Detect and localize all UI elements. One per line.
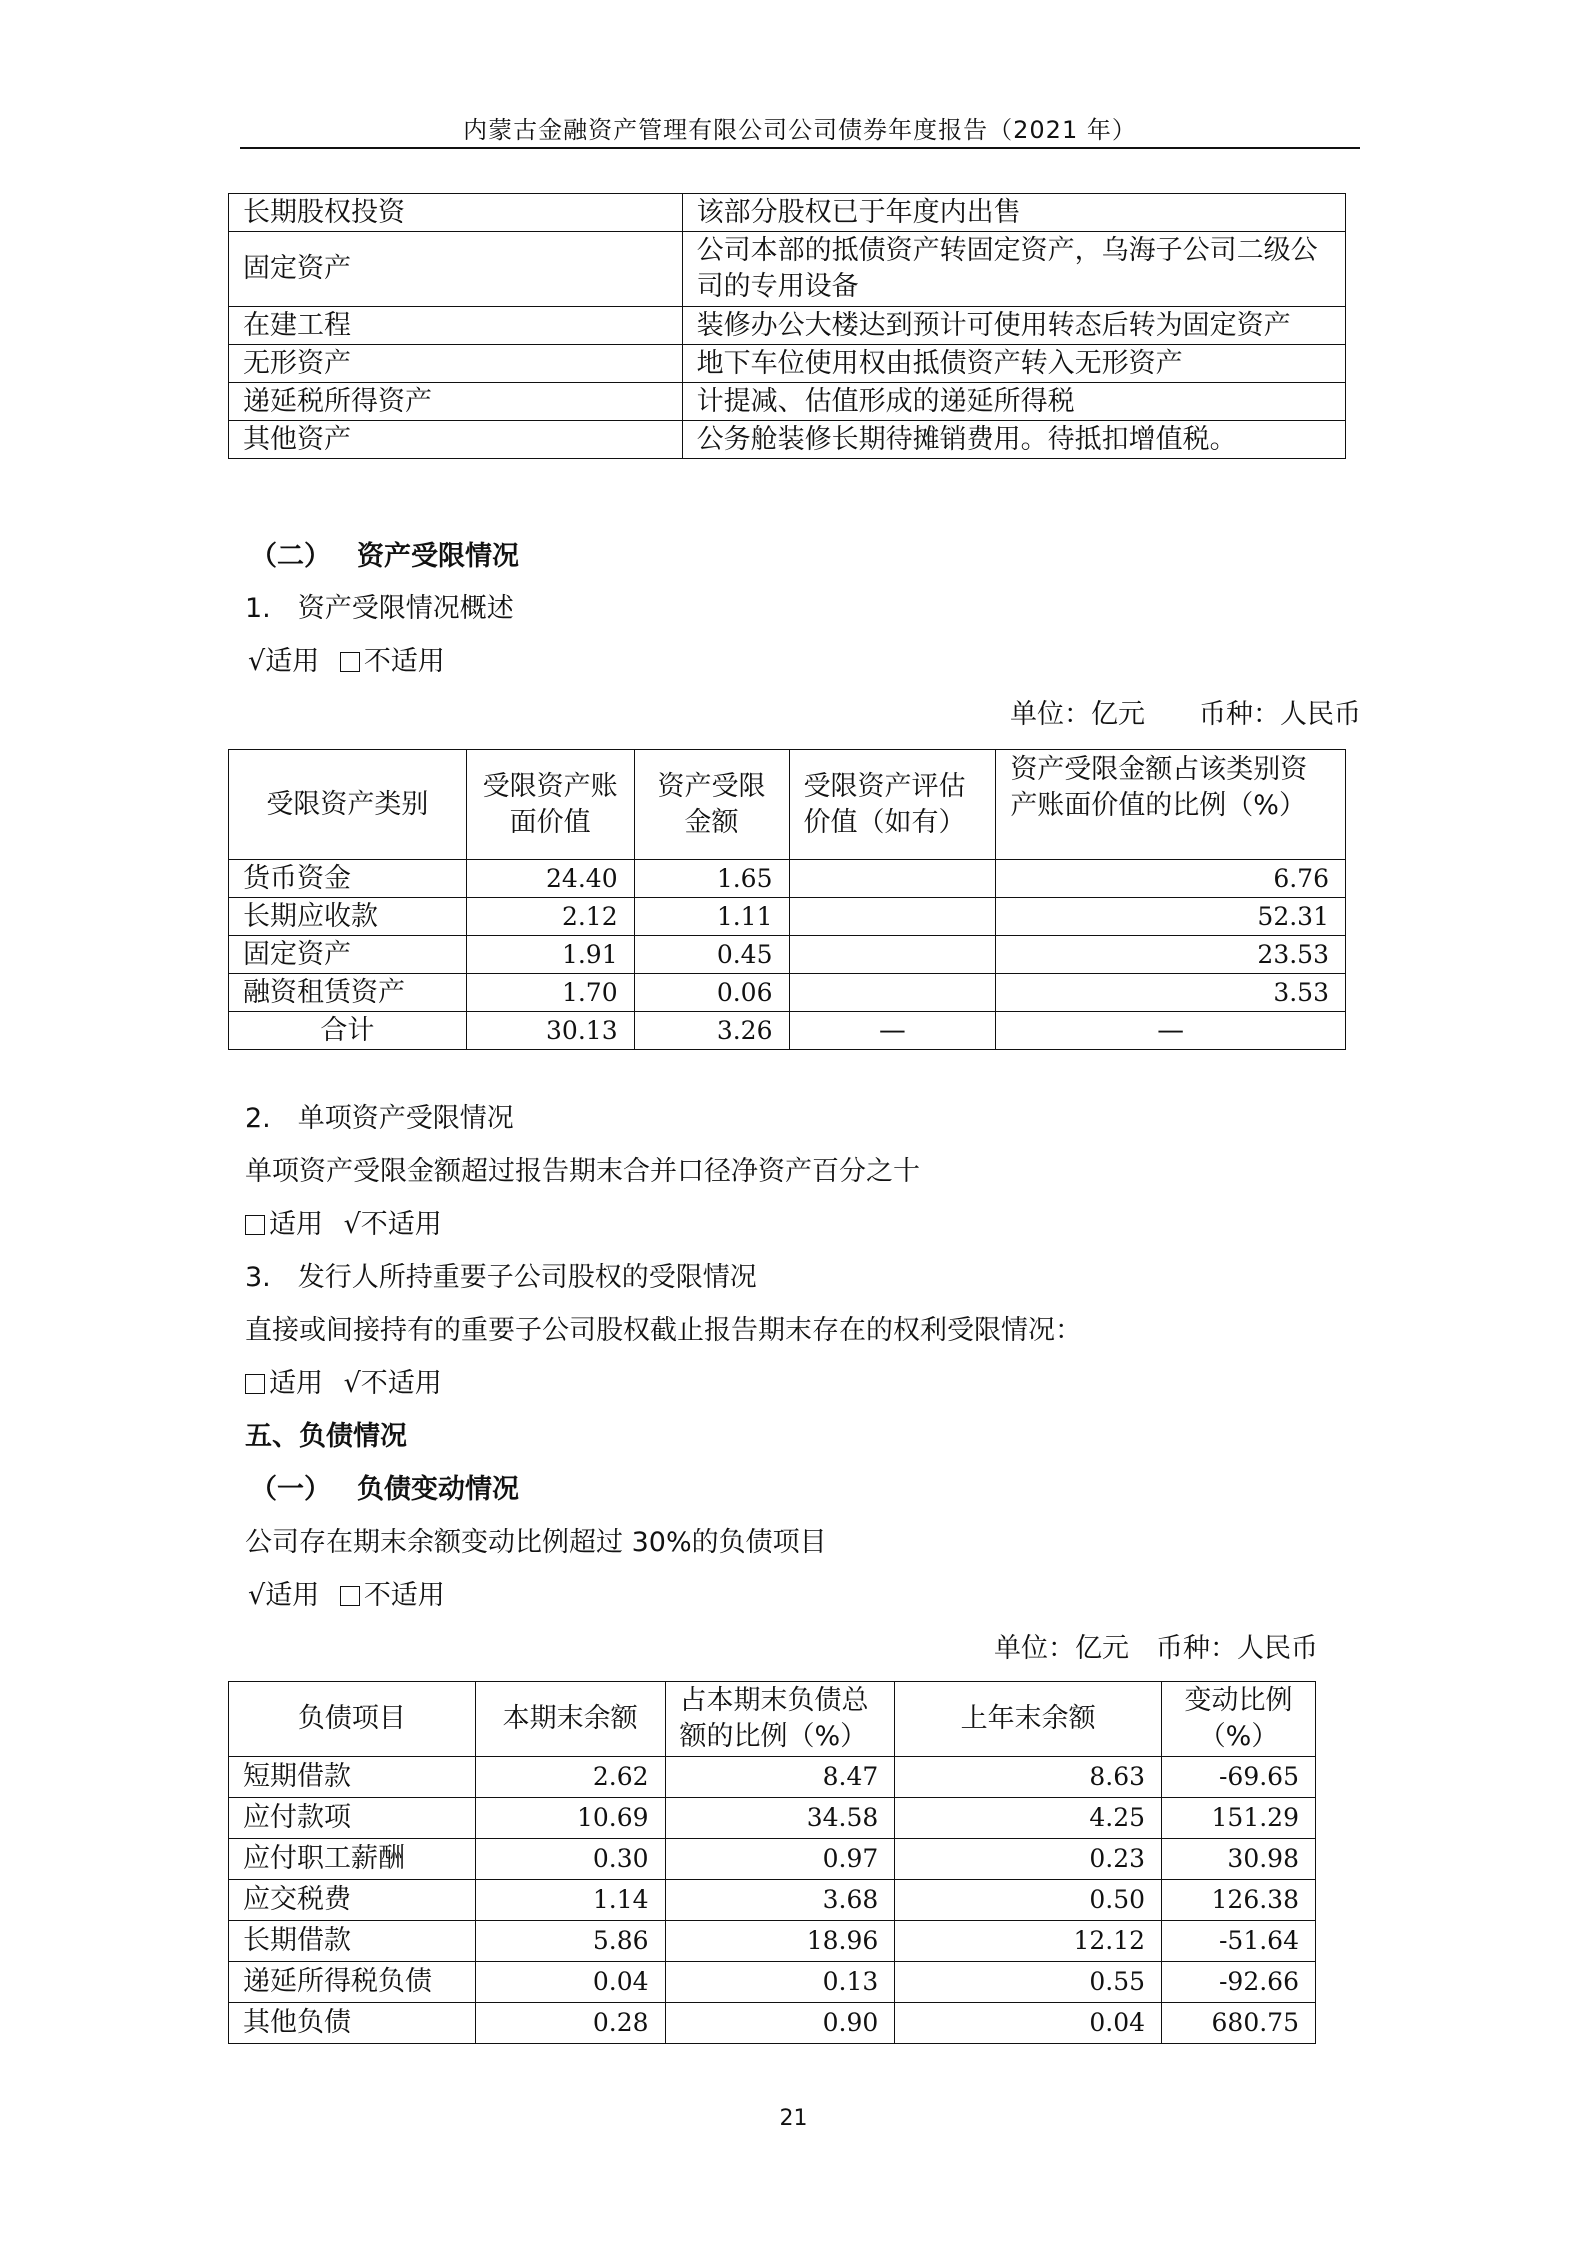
section-heading: 负债变动情况: [357, 1474, 519, 1505]
table-row: [229, 383, 1346, 421]
paragraph: 公司存在期末余额变动比例超过 30%的负债项目: [245, 1527, 827, 1558]
table-header-row: [229, 1682, 1316, 1757]
applicable-option: √适用: [248, 1580, 320, 1611]
table-cell: 0.06: [634, 974, 789, 1012]
subsection-title: 2. 单项资产受限情况: [245, 1103, 514, 1134]
table-cell: 递延税所得资产: [229, 383, 683, 421]
table-row: [229, 2003, 1316, 2044]
table-cell: 地下车位使用权由抵债资产转入无形资产: [682, 345, 1345, 383]
table-row: [229, 974, 1346, 1012]
table-header-row: [229, 750, 1346, 860]
table-cell: 680.75: [1162, 2003, 1316, 2044]
table-row: [229, 1880, 1316, 1921]
table-row: [229, 194, 1346, 232]
table-cell: 24.40: [466, 860, 634, 898]
unit-label: 单位：亿元 币种：人民币: [994, 1633, 1318, 1664]
table-cell: 0.45: [634, 936, 789, 974]
restricted-assets-table: [228, 749, 1346, 1050]
column-header: 受限资产类别: [229, 750, 467, 860]
not-applicable-option: √不适用: [343, 1209, 442, 1240]
table-cell: 该部分股权已于年度内出售: [682, 194, 1345, 232]
table-cell: 0.28: [475, 2003, 665, 2044]
not-applicable-option: 不适用: [363, 646, 445, 677]
table-cell: 长期股权投资: [229, 194, 683, 232]
table-cell: 其他资产: [229, 421, 683, 459]
checkbox-icon: [340, 652, 360, 672]
table-cell: 0.90: [665, 2003, 895, 2044]
table-cell: 递延所得税负债: [229, 1962, 476, 2003]
table-cell: 2.12: [466, 898, 634, 936]
table-cell: 计提减、估值形成的递延所得税: [682, 383, 1345, 421]
table-cell: 4.25: [895, 1798, 1162, 1839]
header-rule: [240, 147, 1360, 149]
subsection-title: 3. 发行人所持重要子公司股权的受限情况: [245, 1262, 757, 1293]
table-cell: -92.66: [1162, 1962, 1316, 2003]
table-row: [229, 1921, 1316, 1962]
table-cell: 0.04: [895, 2003, 1162, 2044]
subsection-title: 1. 资产受限情况概述: [245, 593, 514, 624]
table-cell: 0.04: [475, 1962, 665, 2003]
table-row: [229, 898, 1346, 936]
section-heading-num: （一）: [250, 1474, 331, 1505]
table-row: [229, 860, 1346, 898]
table-cell: 34.58: [665, 1798, 895, 1839]
table-cell: 1.11: [634, 898, 789, 936]
section-heading: 资产受限情况: [357, 541, 519, 572]
table-cell: 1.70: [466, 974, 634, 1012]
table-cell: 装修办公大楼达到预计可使用转态后转为固定资产: [682, 307, 1345, 345]
column-header: 上年末余额: [895, 1682, 1162, 1757]
unit-label: 单位：亿元 币种：人民币: [1010, 699, 1361, 730]
table-cell: 8.47: [665, 1757, 895, 1798]
table-cell: 0.13: [665, 1962, 895, 2003]
table-cell: 126.38: [1162, 1880, 1316, 1921]
asset-change-table: [228, 193, 1346, 459]
liability-change-table: [228, 1681, 1316, 2044]
table-cell: 6.76: [996, 860, 1346, 898]
checkbox-icon: [245, 1374, 265, 1394]
table-row: [229, 421, 1346, 459]
applicability-line: [248, 1578, 445, 1614]
table-cell: 5.86: [475, 1921, 665, 1962]
checkbox-icon: [340, 1586, 360, 1606]
table-row: [229, 232, 1346, 307]
table-cell: 0.50: [895, 1880, 1162, 1921]
table-cell: -69.65: [1162, 1757, 1316, 1798]
table-cell: 融资租赁资产: [229, 974, 467, 1012]
table-cell: 其他负债: [229, 2003, 476, 2044]
table-cell: 3.68: [665, 1880, 895, 1921]
table-cell: 固定资产: [229, 232, 683, 307]
table-cell: 无形资产: [229, 345, 683, 383]
table-cell: 公务舱装修长期待摊销费用。待抵扣增值税。: [682, 421, 1345, 459]
column-header: 负债项目: [229, 1682, 476, 1757]
table-cell: [789, 936, 996, 974]
column-header: 变动比例（%）: [1162, 1682, 1316, 1757]
applicability-line: [245, 1366, 442, 1402]
table-cell: 固定资产: [229, 936, 467, 974]
table-cell: 3.53: [996, 974, 1346, 1012]
table-cell: —: [996, 1012, 1346, 1050]
applicable-option: √适用: [248, 646, 320, 677]
table-cell: 18.96: [665, 1921, 895, 1962]
table-cell: 应付款项: [229, 1798, 476, 1839]
section-heading-num: （二）: [250, 541, 331, 572]
table-cell: —: [789, 1012, 996, 1050]
table-cell: 30.98: [1162, 1839, 1316, 1880]
table-total-row: [229, 1012, 1346, 1050]
table-row: [229, 936, 1346, 974]
page-number: 21: [779, 2106, 808, 2131]
table-row: [229, 1962, 1316, 2003]
paragraph: 单项资产受限金额超过报告期末合并口径净资产百分之十: [245, 1156, 920, 1187]
checkbox-icon: [245, 1215, 265, 1235]
table-cell: 应付职工薪酬: [229, 1839, 476, 1880]
applicable-option: 适用: [269, 1209, 323, 1240]
column-header: 受限资产评估价值（如有）: [789, 750, 996, 860]
table-cell: 1.14: [475, 1880, 665, 1921]
table-cell: 1.91: [466, 936, 634, 974]
table-cell: 应交税费: [229, 1880, 476, 1921]
not-applicable-option: 不适用: [363, 1580, 445, 1611]
table-cell: 0.30: [475, 1839, 665, 1880]
applicability-line: [245, 1207, 442, 1243]
table-cell: 30.13: [466, 1012, 634, 1050]
section-heading: 五、负债情况: [245, 1421, 407, 1452]
table-cell: 23.53: [996, 936, 1346, 974]
table-cell: 52.31: [996, 898, 1346, 936]
paragraph: 直接或间接持有的重要子公司股权截止报告期末存在的权利受限情况：: [245, 1315, 1082, 1346]
applicability-line: [248, 644, 445, 680]
table-cell: 12.12: [895, 1921, 1162, 1962]
table-cell: [789, 860, 996, 898]
column-header: 资产受限金额占该类别资产账面价值的比例（%）: [996, 750, 1346, 860]
table-cell: 2.62: [475, 1757, 665, 1798]
table-cell: 8.63: [895, 1757, 1162, 1798]
table-row: [229, 1839, 1316, 1880]
table-cell: 10.69: [475, 1798, 665, 1839]
table-cell: 短期借款: [229, 1757, 476, 1798]
table-row: [229, 307, 1346, 345]
applicable-option: 适用: [269, 1368, 323, 1399]
table-cell: 合计: [229, 1012, 467, 1050]
table-cell: -51.64: [1162, 1921, 1316, 1962]
table-cell: [789, 898, 996, 936]
table-row: [229, 1798, 1316, 1839]
table-cell: 长期应收款: [229, 898, 467, 936]
table-cell: 0.55: [895, 1962, 1162, 2003]
table-cell: 货币资金: [229, 860, 467, 898]
column-header: 资产受限金额: [634, 750, 789, 860]
table-cell: 151.29: [1162, 1798, 1316, 1839]
table-cell: 1.65: [634, 860, 789, 898]
table-cell: 公司本部的抵债资产转固定资产，乌海子公司二级公司的专用设备: [682, 232, 1345, 307]
table-cell: 0.97: [665, 1839, 895, 1880]
table-row: [229, 1757, 1316, 1798]
column-header: 占本期末负债总额的比例（%）: [665, 1682, 895, 1757]
table-cell: [789, 974, 996, 1012]
table-row: [229, 345, 1346, 383]
page-header-title: 内蒙古金融资产管理有限公司公司债券年度报告（2021 年）: [463, 116, 1137, 144]
column-header: 受限资产账面价值: [466, 750, 634, 860]
table-cell: 0.23: [895, 1839, 1162, 1880]
table-cell: 长期借款: [229, 1921, 476, 1962]
not-applicable-option: √不适用: [343, 1368, 442, 1399]
table-cell: 在建工程: [229, 307, 683, 345]
table-cell: 3.26: [634, 1012, 789, 1050]
column-header: 本期末余额: [475, 1682, 665, 1757]
